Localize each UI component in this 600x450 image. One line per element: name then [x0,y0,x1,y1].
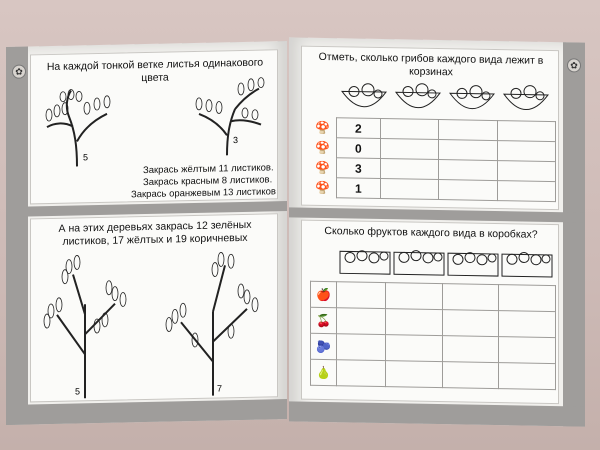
fruit-count-cell[interactable] [499,285,556,312]
task3-panel [301,46,559,211]
mushroom-count-cell[interactable] [380,119,438,140]
mushroom-icon: 🍄 [315,160,331,175]
task1-line-yellow: Закрась жёлтым 11 листиков. [143,162,274,177]
left-page [6,41,287,425]
fruit-row [311,359,556,389]
task4-panel [301,220,559,405]
mushroom-count-cell[interactable] [439,140,497,161]
mushroom-count-cell[interactable] [497,161,555,182]
fruit-count-cell[interactable] [499,337,556,364]
pear-icon: 🍐 [311,359,337,385]
right-bottom-band [289,401,585,426]
plum-icon: 🫐 [311,333,337,359]
task1-line-red: Закрась красным 8 листиков. [143,174,273,189]
right-edge-band [563,42,585,426]
mushroom-count-cell[interactable]: 3 [336,158,380,179]
tree4-number: 7 [217,383,223,394]
fruit-count-cell[interactable] [385,335,442,362]
task1-panel [30,49,278,204]
right-page-badge: ✿ [567,58,581,72]
mushroom-count-cell[interactable] [380,139,438,160]
task2-panel [30,213,278,402]
fruit-count-cell[interactable] [442,310,499,337]
mushroom-count-cell[interactable] [439,180,497,201]
right-page [289,37,585,426]
tree-illustration-3 [35,253,145,401]
mushroom-count-cell[interactable] [380,159,438,180]
fruit-count-cell[interactable] [385,283,442,310]
fruit-count-cell[interactable] [385,361,442,388]
tree1-number: 5 [83,152,89,163]
mushroom-grid [310,117,556,202]
fruit-count-cell[interactable] [499,363,556,390]
basket-icons [336,81,556,119]
tree3-number: 5 [75,386,81,397]
mushroom-count-cell[interactable] [439,120,497,141]
fruit-count-cell[interactable] [337,360,386,387]
left-page-badge: ✿ [12,65,26,79]
fruit-count-cell[interactable] [385,309,442,336]
mushroom-icon: 🍄 [315,180,331,195]
mushroom-count-cell[interactable] [497,141,555,162]
task4-title: Сколько фруктов каждого вида в коробках? [324,225,538,241]
baskets-row [336,81,556,119]
mushroom-count-cell[interactable] [497,181,555,202]
fruit-grid [310,281,556,390]
fruit-count-cell[interactable] [442,284,499,311]
cherry-icon: 🍒 [311,307,337,333]
mushroom-icon: 🍄 [315,120,331,135]
tree-illustration-1 [39,86,119,170]
mushroom-count-cell[interactable]: 0 [336,138,380,159]
fruit-count-cell[interactable] [499,311,556,338]
mushroom-icon: 🍄 [315,140,331,155]
apple-icon: 🍎 [311,281,337,307]
tree-illustration-4 [155,250,271,398]
tree-illustration-2 [181,76,267,158]
mushroom-count-cell[interactable] [380,179,438,200]
fruit-count-cell[interactable] [442,336,499,363]
mushroom-count-cell[interactable]: 2 [336,118,380,139]
mushroom-count-cell[interactable] [439,160,497,181]
left-edge-band [6,46,28,424]
mushroom-count-cell[interactable] [497,121,555,142]
task3-title: Отметь, сколько грибов каждого вида лежит в корзинах [318,50,544,79]
fruit-count-cell[interactable] [337,308,386,335]
fruit-box-icons [338,243,556,281]
task2-title: А на этих деревьях закрась 12 зелёных листиков, 17 жёлтых и 19 коричневых [58,218,252,248]
task1-line-orange: Закрась оранжевым 13 листиков [131,186,276,201]
fruit-count-cell[interactable] [337,334,386,361]
boxes-row [338,243,556,281]
fruit-count-cell[interactable] [442,362,499,389]
mushroom-row [310,177,556,201]
task1-title: На каждой тонкой ветке листья одинакового цвета [46,56,264,85]
mushroom-count-cell[interactable]: 1 [336,178,380,199]
fruit-count-cell[interactable] [337,282,386,309]
left-bottom-band [6,399,287,425]
tree2-number: 3 [233,135,239,146]
